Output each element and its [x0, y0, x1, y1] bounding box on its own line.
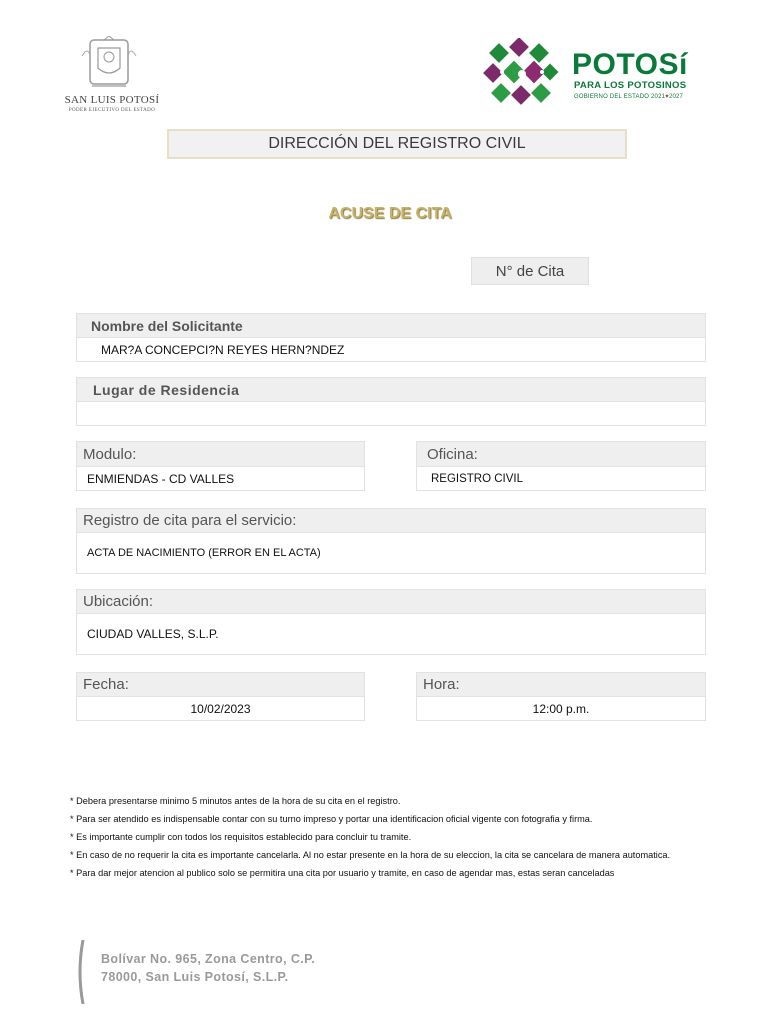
time-label: Hora:: [416, 672, 706, 697]
note-item: * En caso de no requerir la cita es importante cancelarla. Al no estar presente en la hora de su eleccion, la cita se cancelara de manera automatica.: [70, 850, 671, 860]
module-value: ENMIENDAS - CD VALLES: [76, 467, 365, 491]
note-item: * Debera presentarse minimo 5 minutos antes de la hora de su cita en el registro.: [70, 796, 401, 806]
applicant-name-value: MAR?A CONCEPCI?N REYES HERN?NDEZ: [76, 338, 706, 362]
time-value: 12:00 p.m.: [416, 697, 706, 721]
instructions-notes: [70, 792, 750, 882]
heart-icon: ♥: [665, 94, 669, 100]
office-label: Oficina:: [416, 441, 706, 467]
note-item: * Para ser atendido es indispensable contar con su turno impreso y portar una identificacion oficial vigente con fotografia y firma.: [70, 814, 593, 824]
location-label: Ubicación:: [76, 589, 706, 614]
residence-label: Lugar de Residencia: [76, 377, 706, 402]
footer-address: [101, 950, 315, 986]
module-label: Modulo:: [76, 441, 365, 467]
residence-value: [76, 402, 706, 426]
note-item: * Es importante cumplir con todos los requisitos establecido para concluir tu tramite.: [70, 832, 412, 842]
state-coat-of-arms-icon: [78, 36, 140, 94]
document-title: ACUSE DE CITA: [328, 205, 452, 222]
location-value: CIUDAD VALLES, S.L.P.: [76, 614, 706, 655]
office-value: REGISTRO CIVIL: [416, 467, 706, 491]
appointment-number-label: N° de Cita: [471, 257, 589, 285]
brand-wordmark: POTOSí: [572, 48, 688, 81]
page-title: DIRECCIÓN DEL REGISTRO CIVIL: [167, 129, 627, 159]
applicant-name-label: Nombre del Solicitante: [76, 313, 706, 338]
note-item: * Para dar mejor atencion al publico solo se permitira una cita por usuario y tramite, en caso de agendar mas, estas seran canceladas: [70, 868, 615, 878]
footer-accent-icon: [76, 940, 86, 1004]
brand-government-period: [574, 94, 683, 100]
service-label: Registro de cita para el servicio:: [76, 508, 706, 533]
state-subtitle: PODER EJECUTIVO DEL ESTADO: [68, 108, 156, 113]
potosi-motif-icon: [482, 38, 562, 112]
service-value: ACTA DE NACIMIENTO (ERROR EN EL ACTA): [76, 533, 706, 574]
state-name: SAN LUIS POTOSÍ: [64, 94, 160, 106]
footer-address-line1: Bolívar No. 965, Zona Centro, C.P.: [101, 952, 316, 966]
brand-gov-end: 2027: [668, 94, 684, 100]
footer-address-line2: 78000, San Luis Potosí, S.L.P.: [101, 970, 289, 984]
brand-tagline: PARA LOS POTOSINOS: [574, 80, 687, 91]
brand-gov-text: GOBIERNO DEL ESTADO 2021: [574, 94, 666, 100]
date-label: Fecha:: [76, 672, 365, 697]
date-value: 10/02/2023: [76, 697, 365, 721]
